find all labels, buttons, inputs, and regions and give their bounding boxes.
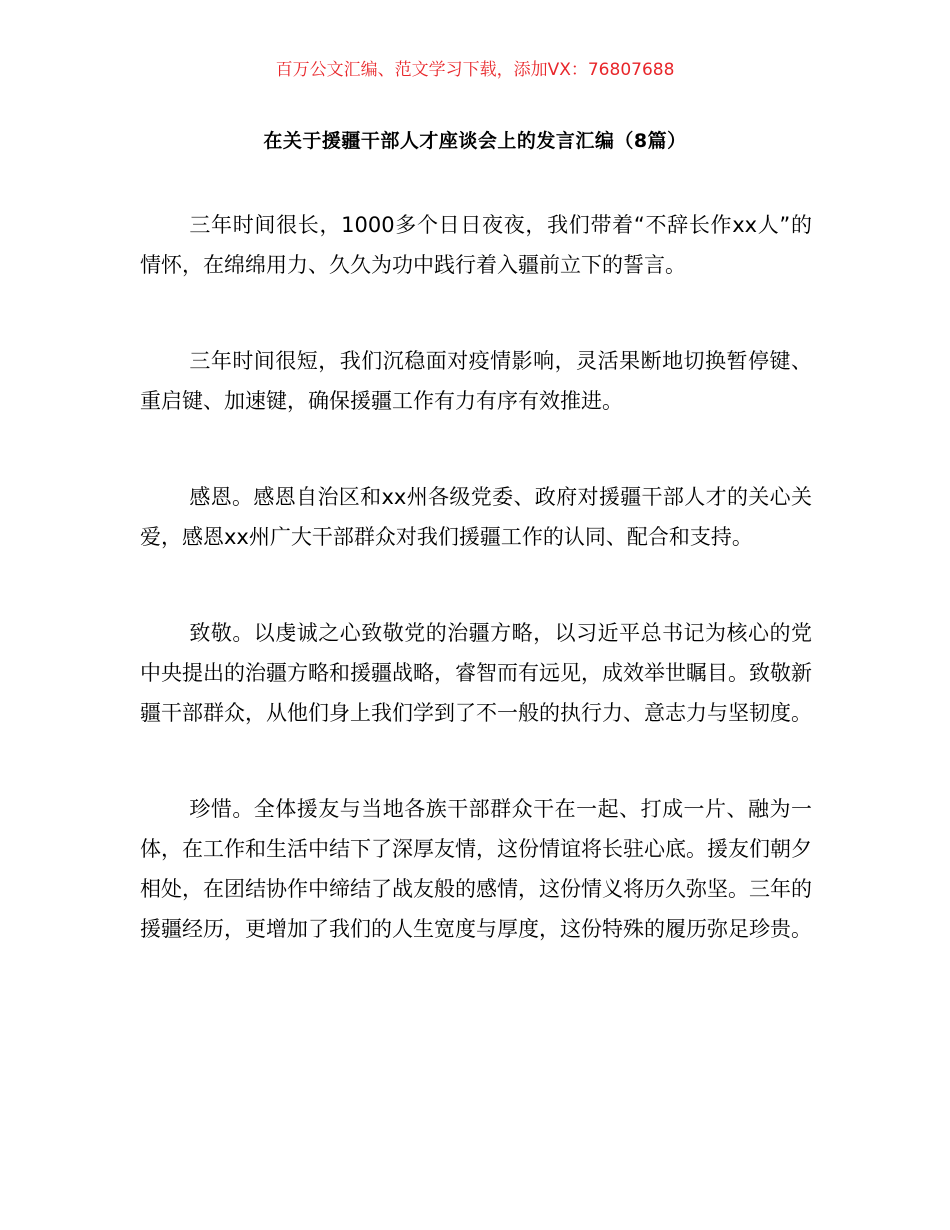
document-title: 在关于援疆干部人才座谈会上的发言汇编（8篇）: [263, 130, 687, 152]
document-body: [140, 205, 812, 1005]
paragraph-2: 三年时间很短，我们沉稳面对疫情影响，灵活果断地切换暂停键、重启键、加速键，确保援疆工作有力有序有效推进。: [140, 349, 812, 413]
paragraph-4: 致敬。以虔诚之心致敬党的治疆方略，以习近平总书记为核心的党中央提出的治疆方略和援疆战略，睿智而有远见，成效举世瞩目。致敬新疆干部群众，从他们身上我们学到了不一般的执行力、意志力与坚韧度。: [140, 621, 812, 725]
header-banner: 百万公文汇编、范文学习下载，添加VX：76807688: [275, 60, 675, 80]
paragraph-5: 珍惜。全体援友与当地各族干部群众干在一起、打成一片、融为一体，在工作和生活中结下了深厚友情，这份情谊将长驻心底。援友们朝夕相处，在团结协作中缔结了战友般的感情，这份情义将历久弥坚。三年的援疆经历，更增加了我们的人生宽度与厚度，这份特殊的履历弥足珍贵。: [140, 797, 812, 941]
paragraph-1: 三年时间很长，1000多个日日夜夜，我们带着“不辞长作xx人”的情怀，在绵绵用力、久久为功中践行着入疆前立下的誓言。: [140, 213, 812, 277]
paragraph-3: 感恩。感恩自治区和xx州各级党委、政府对援疆干部人才的关心关爱，感恩xx州广大干部群众对我们援疆工作的认同、配合和支持。: [140, 485, 812, 549]
